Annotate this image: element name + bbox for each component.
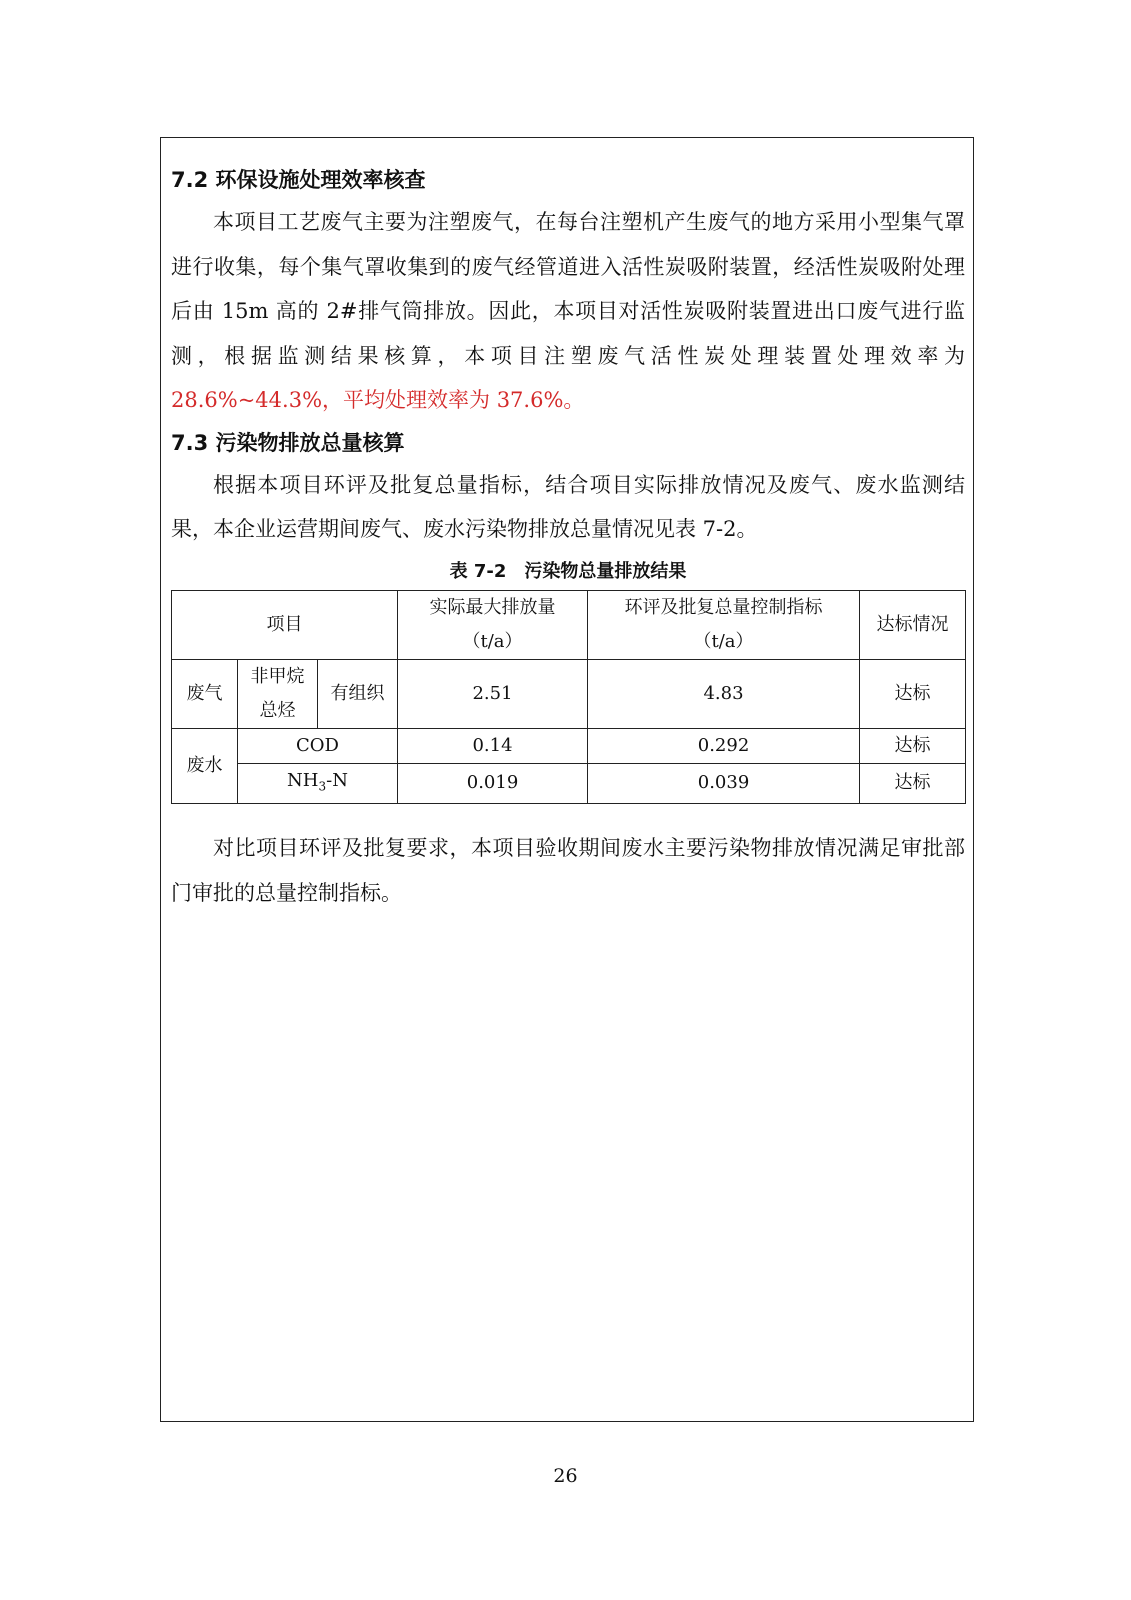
status-value: 达标 [860,728,966,763]
header-limit-line1: 环评及批复总量控制指标 [624,596,823,618]
section-7-3-paragraph: 根据本项目环评及批复总量指标，结合项目实际排放情况及废气、废水监测结果，本企业运营期间废气、废水污染物排放总量情况见表 7-2。 [171,472,965,541]
conclusion-paragraph: 对比项目环评及批复要求，本项目验收期间废水主要污染物排放情况满足审批部门审批的总量控制指标。 [171,836,965,905]
table-caption: 表 7-2 污染物总量排放结果 [449,560,687,582]
section-7-2-paragraph [171,200,965,423]
actual-value: 0.019 [398,763,588,804]
limit-value: 0.039 [588,763,860,804]
limit-value: 4.83 [588,659,860,728]
section-7-3-heading: 7.3 污染物排放总量核算 [171,430,405,455]
status-value: 达标 [860,659,966,728]
header-actual-line2: （t/a） [462,630,523,652]
actual-value: 2.51 [398,659,588,728]
section-7-2-heading: 7.2 环保设施处理效率核查 [171,168,426,192]
pollutant-nmhc-line1: 非甲烷 [250,665,305,687]
pollutant-nh3n [238,763,398,804]
pollutant-total-table [171,590,966,805]
status-value: 达标 [860,763,966,804]
limit-value: 0.292 [588,728,860,763]
header-limit-line2: （t/a） [693,630,754,652]
table-row [172,728,966,763]
header-actual [398,590,588,659]
category-water: 废水 [172,728,238,804]
header-actual-line1: 实际最大排放量 [429,596,556,618]
emission-mode: 有组织 [318,659,398,728]
header-status: 达标情况 [860,590,966,659]
efficiency-result-text: 28.6%~44.3%，平均处理效率为 37.6%。 [171,388,585,412]
table-row [172,659,966,728]
page-number: 26 [553,1465,578,1487]
header-item: 项目 [172,590,398,659]
pollutant-nh3n-sub: 3 [318,779,327,794]
pollutant-nmhc [238,659,318,728]
actual-value: 0.14 [398,728,588,763]
pollutant-cod: COD [238,728,398,763]
pollutant-nh3n-tail: -N [326,769,348,791]
section-7-2-text: 本项目工艺废气主要为注塑废气，在每台注塑机产生废气的地方采用小型集气罩进行收集，每个集气罩收集到的废气经管道进入活性炭吸附装置，经活性炭吸附处理后由 15m 高的 2#排气筒排放。因此，本项目对活性炭吸附装置进出口废气进行监测，根据监测结果核算，本项目注塑废气活性炭处理装置处理效率为 [171,210,965,368]
header-limit [588,590,860,659]
category-gas: 废气 [172,659,238,728]
document-content [171,160,965,915]
table-header-row [172,590,966,659]
pollutant-nmhc-line2: 总烃 [259,699,296,721]
pollutant-nh3n-main: NH [287,769,319,791]
table-row [172,763,966,804]
